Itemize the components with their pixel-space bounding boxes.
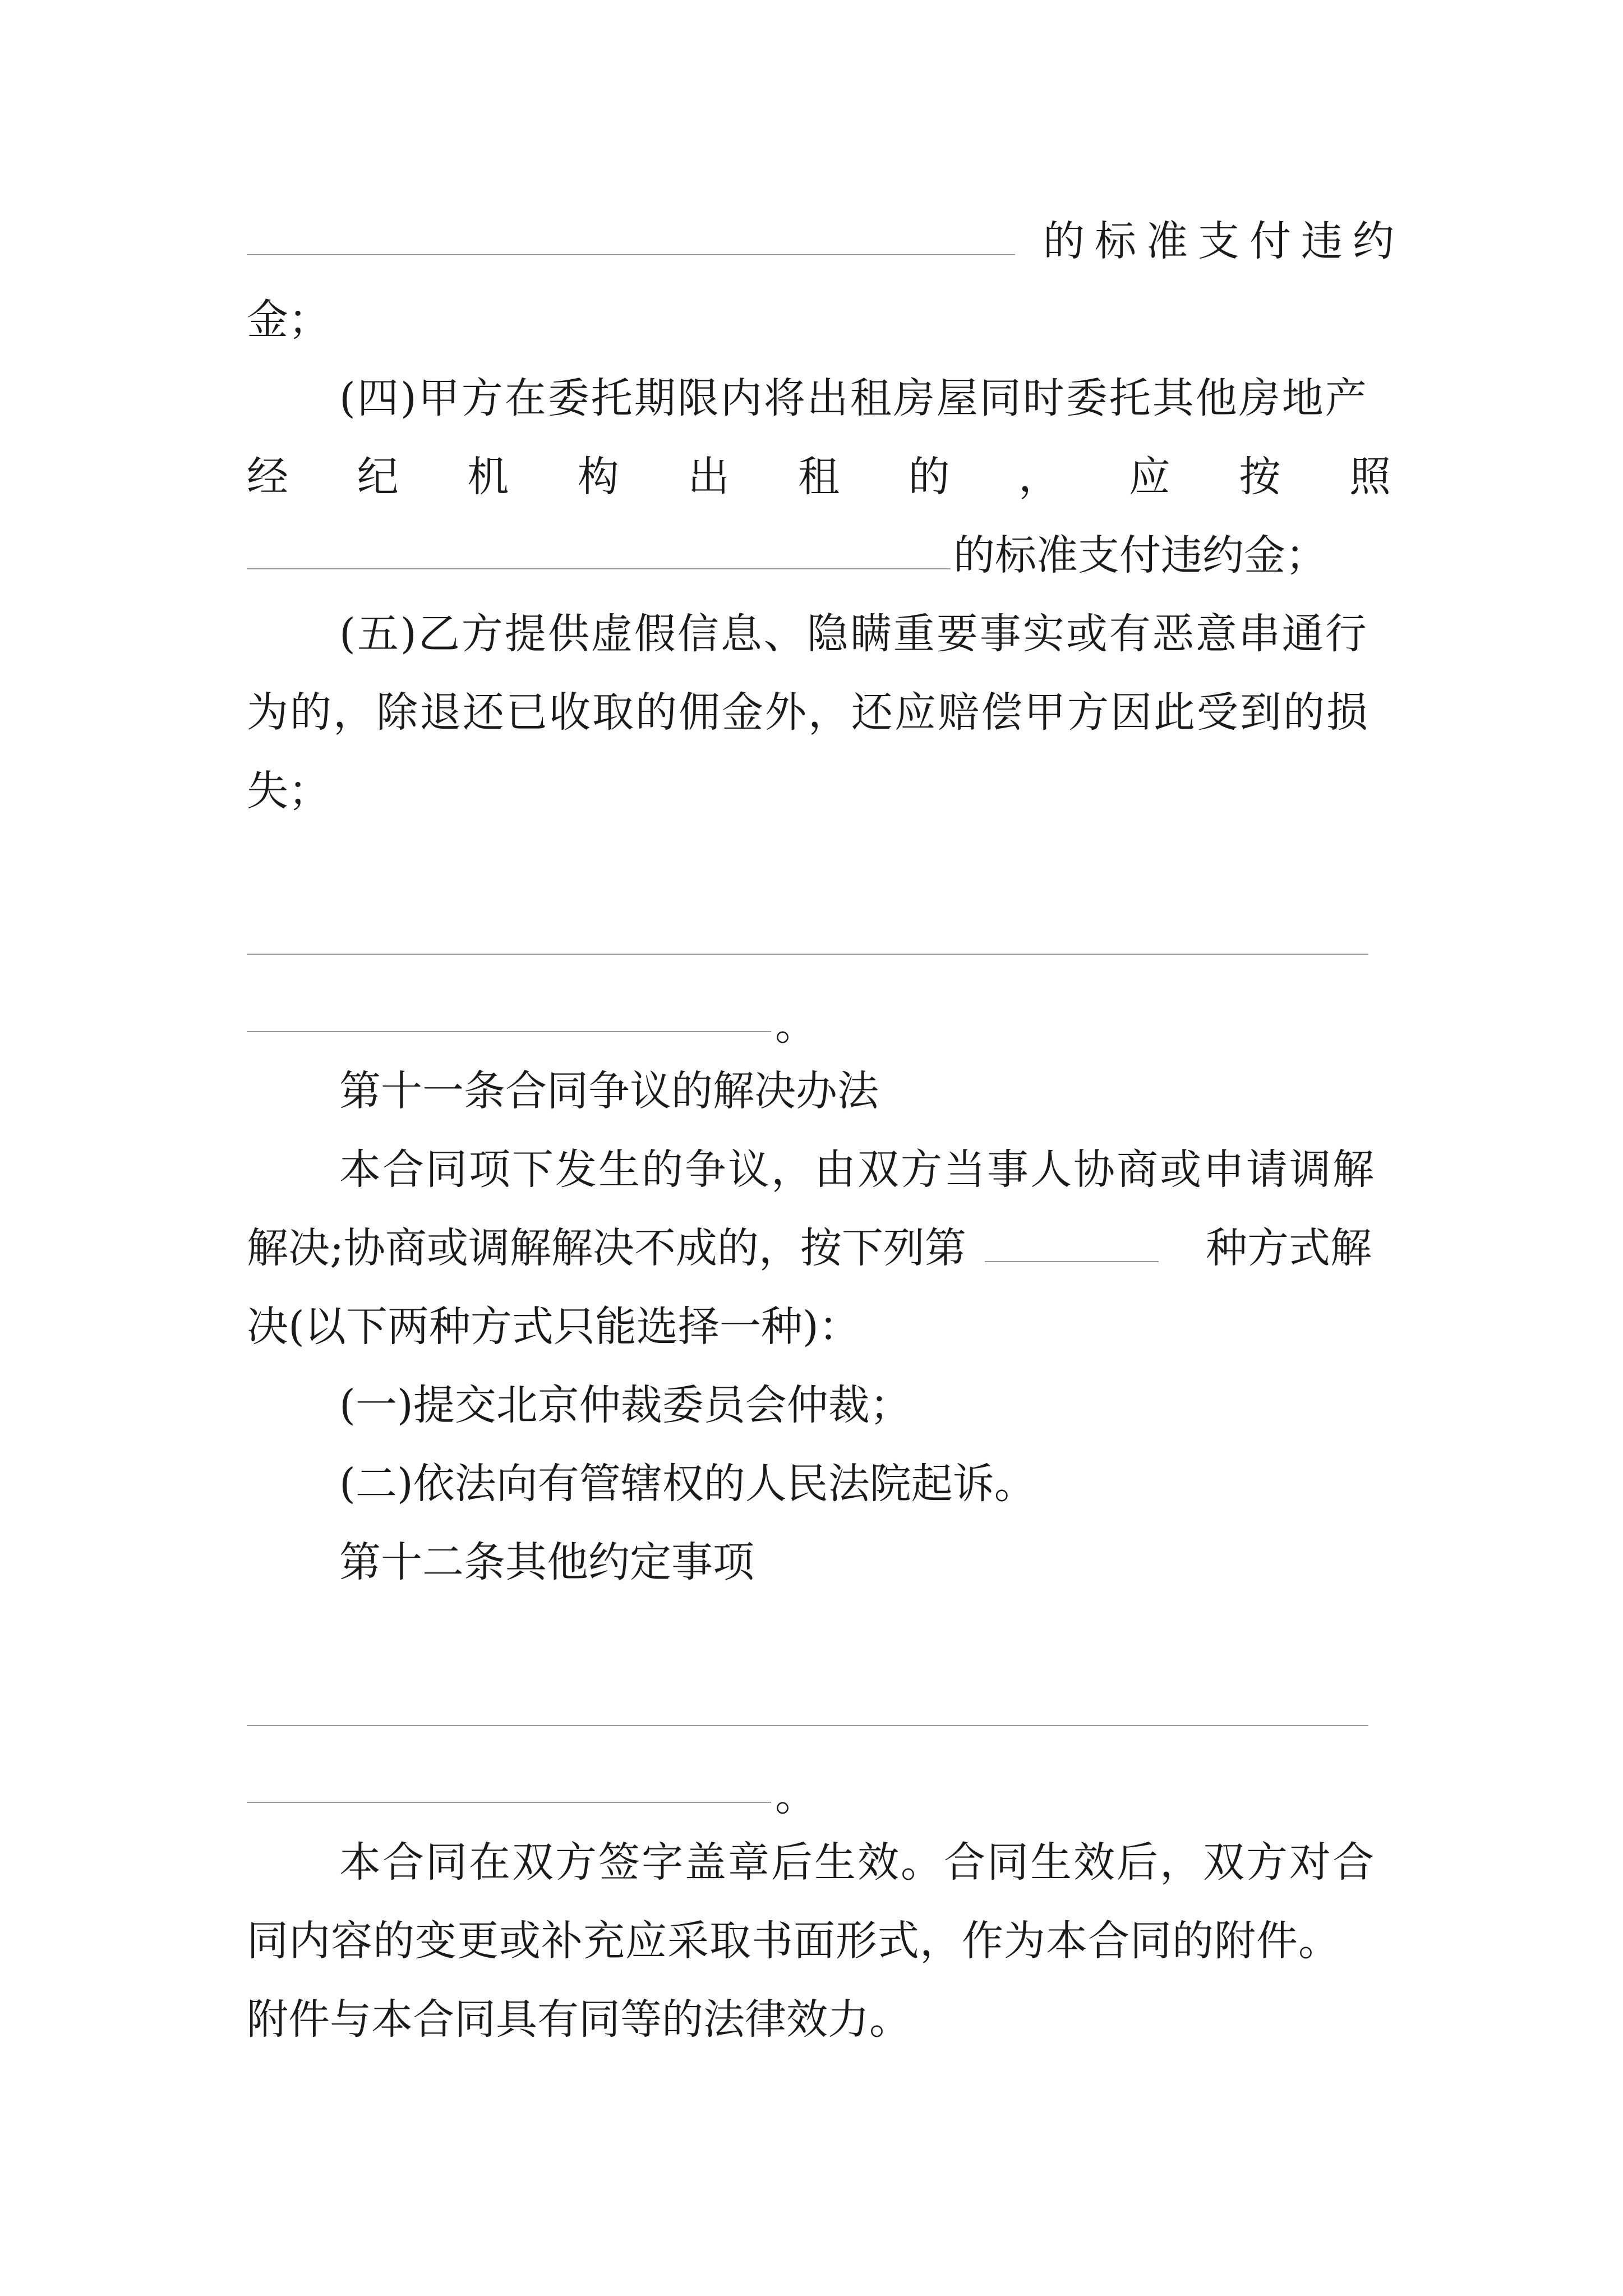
justified-char: 的	[908, 453, 950, 501]
justified-char: 出	[688, 453, 730, 501]
period-mark: 。	[775, 1001, 817, 1050]
clause-5-line-3: 失；	[247, 767, 330, 815]
clause-4-line-2	[247, 438, 1391, 516]
article-11-title: 第十一条合同争议的解决办法	[339, 1067, 879, 1115]
clause-5-line-1: (五)乙方提供虚假信息、隐瞒重要事实或有恶意串通行	[339, 610, 1368, 658]
text-segment: 解决;协商或调解解决不成的，按下列第	[247, 1224, 966, 1272]
fill-blank[interactable]	[247, 215, 1015, 255]
closing-line-2: 同内容的变更或补充应采取书面形式，作为本合同的附件。	[247, 1917, 1340, 1965]
justified-char: 照	[1349, 453, 1391, 501]
justified-char: 纪	[357, 453, 399, 501]
text-segment: 的标准支付违约	[1043, 217, 1404, 265]
justified-char: 机	[467, 453, 509, 501]
justified-char: 经	[247, 453, 288, 501]
penalty-line-1	[247, 202, 1404, 280]
paragraph-line: 金；	[247, 296, 330, 344]
clause-4-line-3	[247, 516, 1391, 595]
fill-blank-line[interactable]	[247, 954, 1368, 955]
fill-blank-line[interactable]	[247, 1031, 771, 1032]
justified-char: 构	[577, 453, 619, 501]
option-1: (一)提交北京仲裁委员会仲裁；	[339, 1381, 911, 1429]
article-12-title: 第十二条其他约定事项	[339, 1538, 754, 1586]
closing-line-1: 本合同在双方签字盖章后生效。合同生效后，双方对合	[339, 1838, 1376, 1887]
clause-5-line-2: 为的，除退还已收取的佣金外，还应赔偿甲方因此受到的损	[247, 688, 1370, 737]
text-segment: 的标准支付违约金；	[953, 531, 1327, 579]
justified-char: 租	[797, 453, 840, 501]
article-11-line-3: 决(以下两种方式只能选择一种)：	[247, 1303, 860, 1351]
fill-blank-line[interactable]	[247, 1725, 1368, 1726]
clause-4-line-1: (四)甲方在委托期限内将出租房屋同时委托其他房地产	[339, 374, 1368, 422]
justified-char: ，	[1018, 453, 1061, 501]
closing-line-3: 附件与本合同具有同等的法律效力。	[247, 1995, 911, 2044]
justified-char: 应	[1128, 453, 1170, 501]
option-2: (二)依法向有管辖权的人民法院起诉。	[339, 1460, 1036, 1508]
article-11-line-1: 本合同项下发生的争议，由双方当事人协商或申请调解	[339, 1145, 1376, 1194]
period-mark: 。	[775, 1772, 817, 1820]
fill-blank[interactable]	[985, 1222, 1159, 1262]
text-segment: 种方式解	[1206, 1224, 1372, 1272]
article-11-line-2	[247, 1209, 1391, 1287]
fill-blank[interactable]	[247, 529, 951, 569]
fill-blank-line[interactable]	[247, 1802, 771, 1803]
justified-char: 按	[1239, 453, 1281, 501]
